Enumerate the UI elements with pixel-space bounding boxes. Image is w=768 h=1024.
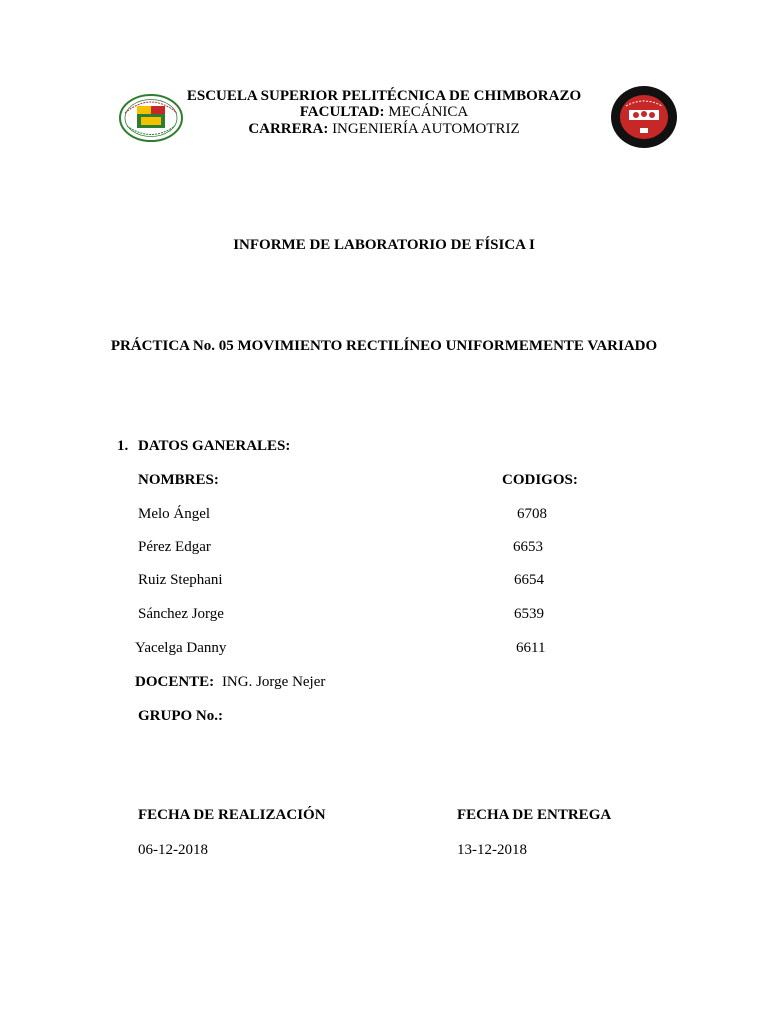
student-code: 6539: [514, 606, 544, 622]
institution-name: ESCUELA SUPERIOR PELITÉCNICA DE CHIMBORAZO: [186, 88, 582, 104]
practice-title: PRÁCTICA No. 05 MOVIMIENTO RECTILÍNEO UNIFORMEMENTE VARIADO: [110, 338, 658, 354]
teacher-value: ING. Jorge Nejer: [221, 674, 326, 690]
student-code: 6654: [514, 572, 544, 588]
names-header: NOMBRES:: [138, 472, 219, 488]
faculty-line: [0, 103, 768, 121]
realization-date-label: FECHA DE REALIZACIÓN: [138, 807, 326, 823]
delivery-date-label: FECHA DE ENTREGA: [457, 807, 612, 823]
codes-header: CODIGOS:: [502, 472, 578, 488]
career-line: [0, 120, 768, 138]
career-value: INGENIERÍA AUTOMOTRIZ: [332, 121, 520, 137]
student-code: 6708: [517, 506, 547, 522]
student-name: Melo Ángel: [138, 506, 211, 522]
teacher-label: DOCENTE:: [135, 674, 215, 690]
delivery-date-value: 13-12-2018: [457, 842, 527, 858]
section-title: DATOS GANERALES:: [138, 438, 291, 454]
student-code: 6653: [513, 539, 543, 555]
student-name: Sánchez Jorge: [138, 606, 224, 622]
faculty-value: MECÁNICA: [388, 104, 469, 120]
teacher-line: [135, 674, 325, 691]
student-name: Yacelga Danny: [135, 640, 227, 656]
student-code: 6611: [516, 640, 546, 656]
realization-date-value: 06-12-2018: [138, 842, 208, 858]
section-number: 1.: [117, 438, 129, 454]
career-label: CARRERA:: [248, 121, 329, 137]
student-name: Pérez Edgar: [138, 539, 211, 555]
report-title: INFORME DE LABORATORIO DE FÍSICA I: [233, 237, 535, 253]
faculty-label: FACULTAD:: [299, 104, 385, 120]
student-name: Ruiz Stephani: [138, 572, 223, 588]
group-label: GRUPO No.:: [138, 708, 223, 724]
